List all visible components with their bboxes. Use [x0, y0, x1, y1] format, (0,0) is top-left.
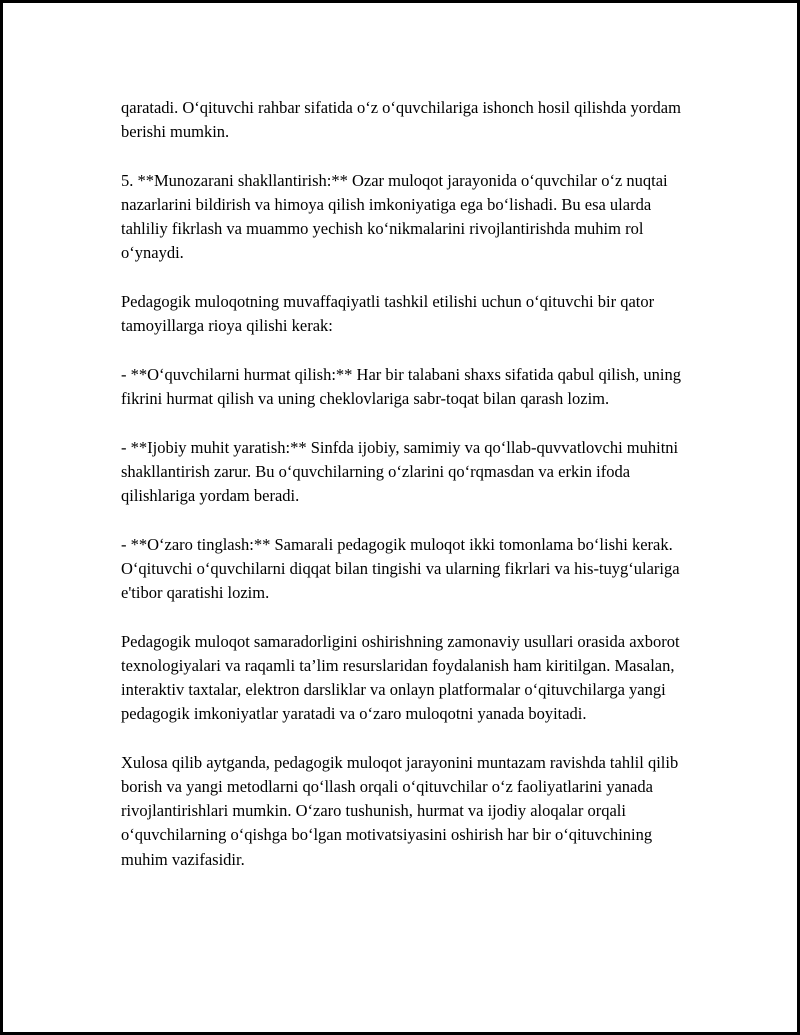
paragraph-modern-methods: Pedagogik muloqot samaradorligini oshirishning zamonaviy usullari orasida axborot texnologiyalari va raqamli ta’lim resurslaridan foydalanish ham kiritilgan. Masalan, interaktiv taxtalar, elektron darsliklar va onlayn platformalar o‘qituvchilarga yangi pedagogik imkoniyatlar yaratadi va o‘zaro muloqotni yanada boyitadi.: [121, 631, 680, 724]
paragraph-principles-intro: Pedagogik muloqotning muvaffaqiyatli tashkil etilishi uchun o‘qituvchi bir qator tamoyillarga rioya qilishi kerak:: [121, 292, 655, 336]
paragraph-continuation: qaratadi. O‘qituvchi rahbar sifatida o‘z o‘quvchilariga ishonch hosil qilishda yordam berishi mumkin.: [121, 98, 681, 142]
document-body: [121, 96, 696, 872]
paragraph-positive-environment-principle: - **Ijobiy muhit yaratish:** Sinfda ijobiy, samimiy va qo‘llab-quvvatlovchi muhitni shakllantirish zarur. Bu o‘quvchilarning o‘zlarini qo‘rqmasdan va erkin ifoda qilishlariga yordam beradi.: [121, 437, 679, 505]
paragraph-mutual-listening-principle: - **O‘zaro tinglash:** Samarali pedagogik muloqot ikki tomonlama bo‘lishi kerak. O‘qituvchi o‘quvchilarni diqqat bilan tingishi va ularning fikrlari va his-tuyg‘ulariga e'tibor qaratishi lozim.: [121, 534, 680, 602]
paragraph-discussion-point: 5. **Munozarani shakllantirish:** Ozar muloqot jarayonida o‘quvchilar o‘z nuqtai nazarlarini bildirish va himoya qilish imkoniyatiga ega bo‘lishadi. Bu esa ularda tahliliy fikrlash va muammo yechish ko‘nikmalarini rivojlantirishda muhim rol o‘ynaydi.: [121, 170, 668, 263]
paragraph-conclusion: Xulosa qilib aytganda, pedagogik muloqot jarayonini muntazam ravishda tahlil qilib borish va yangi metodlarni qo‘llash orqali o‘qituvchilar o‘z faoliyatlarini yanada rivojlantirishlari mumkin. O‘zaro tushunish, hurmat va ijodiy aloqalar orqali o‘quvchilarning o‘qishga bo‘lgan motivatsiyasini oshirish har bir o‘qituvchining muhim vazifasidir.: [121, 752, 679, 869]
paragraph-respect-principle: - **O‘quvchilarni hurmat qilish:** Har bir talabani shaxs sifatida qabul qilish, uning fikrini hurmat qilish va uning cheklovlariga sabr-toqat bilan qarash lozim.: [121, 364, 681, 408]
